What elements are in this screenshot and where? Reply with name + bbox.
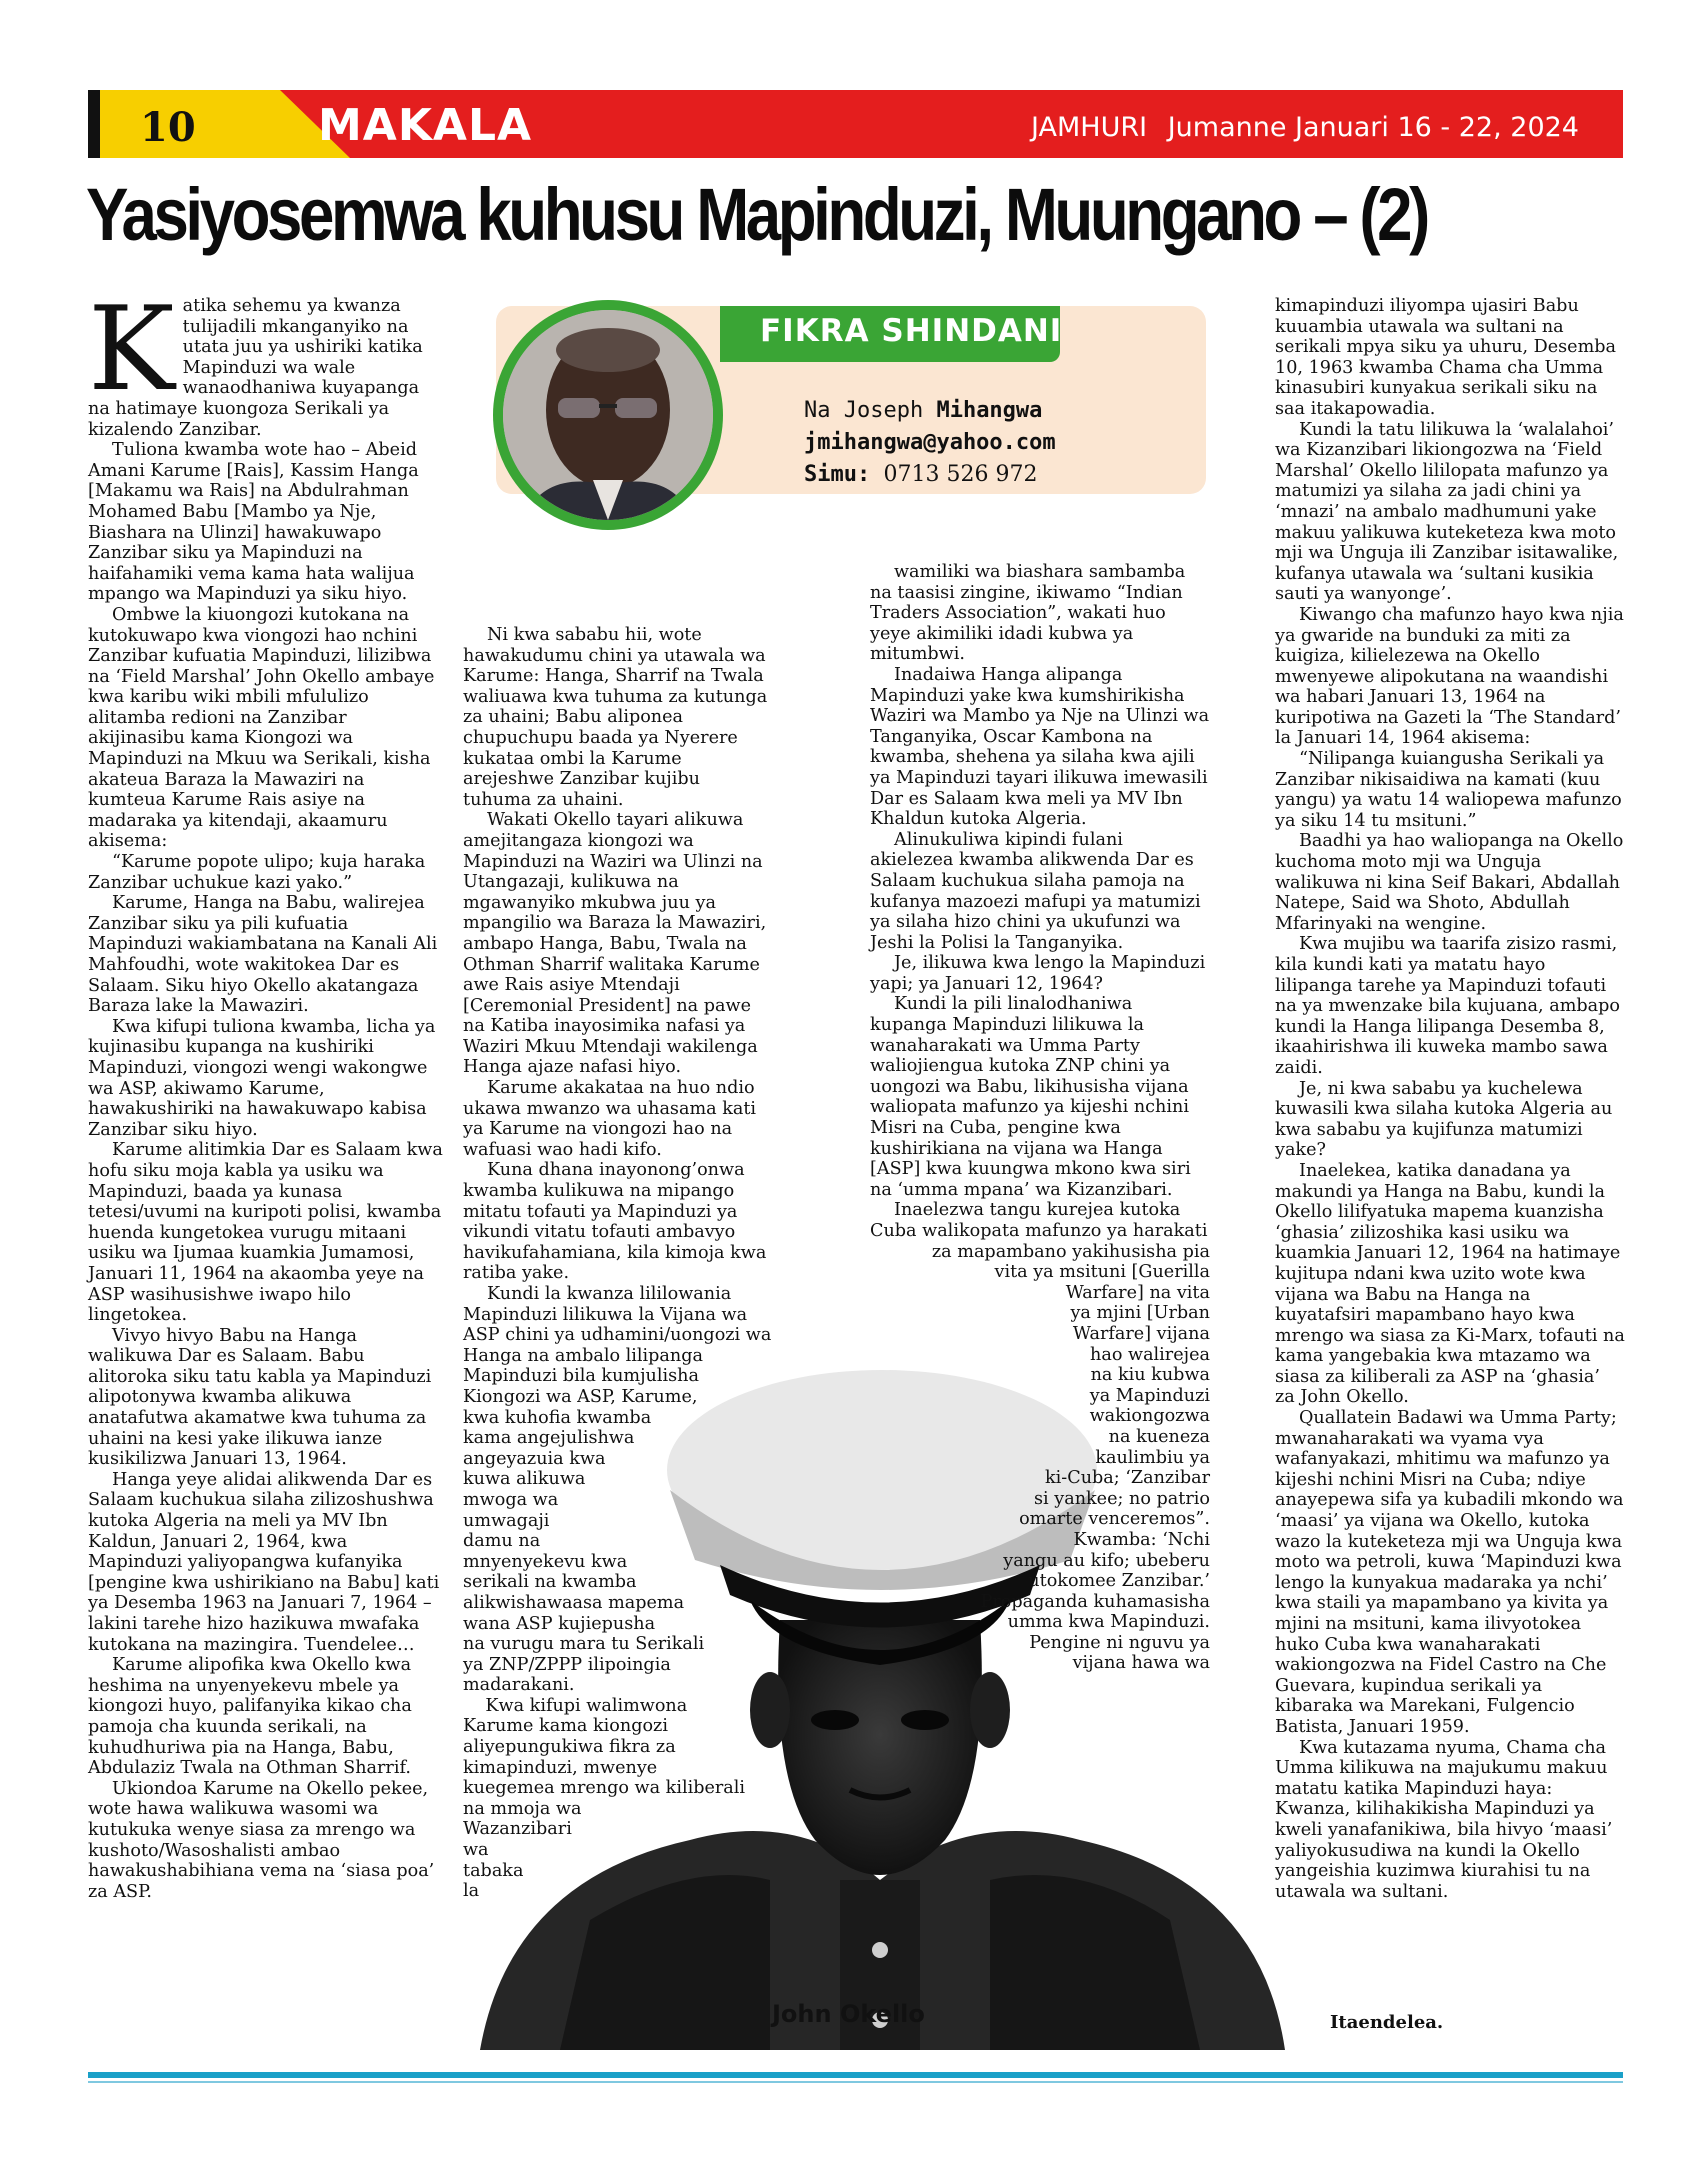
page-number: 10 [140,104,196,151]
column-name: FIKRA SHINDANI [760,313,1063,349]
to-be-continued: Itaendelea. [1330,2012,1444,2033]
paragraph: Karume alipofika kwa Okello kwa heshima na unyenyekevu mbele ya kiongozi huyo, palifanyika kikao cha pamoja cha kuunda serikali, na kuhudhuriwa pia na Hanga, Babu, Abdulaziz Twala na Othman Sharrif. [88,1655,412,1779]
paragraph: Baadhi ya hao waliopanga na Okello kuchoma moto mji wa Unguja walikuwa ni kina Seif Bakari, Abdallah Natepe, Said wa Shoto, Abdullah Mfarinyaki na wengine. [1275,831,1624,934]
text-line: ya mjini [Urban [1070,1303,1210,1324]
text-line: umma kwa Mapinduzi. [1007,1612,1210,1633]
text-line: ya ZNP/ZPPP ilipoingia [463,1654,671,1675]
article-column-2 [463,625,773,1902]
text-line: utokomee Zanzibar.’ [1028,1571,1210,1592]
paragraph: Inaelezwa tangu kurejea kutoka Cuba walikopata mafunzo ya harakati [870,1200,1208,1241]
text-line: vita ya msituni [Guerilla [994,1262,1210,1283]
paragraph: Quallatein Badawi wa Umma Party; mwanaharakati wa vyama vya wafanyakazi, mhitimu wa mafunzo ya kijeshi nchini Misri na Cuba; ndiye anayepewa sifa ya kubadili mkondo wa ‘maasi’ ya vijana wa Okello, kutoka wazo la kuteketeza mji wa Unguja kwa moto wa petroli, kuwa ‘Mapinduzi kwa lengo la kunyakua madaraka ya nchi’ kwa staili ya mapambano ya kivita ya mjini na msituni, kama ilivyotokea huko Cuba kwa wanaharakati wakiongozwa na Fidel Castro na Che Guevara, kupindua serikali ya kibaraka wa Marekani, Fulgencio Batista, Januari 1959. [1275,1408,1624,1737]
text-line: Warfare] na vita [1065,1282,1210,1303]
article-title: Yasiyosemwa kuhusu Mapinduzi, Muungano – (2) [86,173,1427,256]
text-line: ya Mapinduzi [1089,1385,1210,1406]
paragraph: Kwa kutazama nyuma, Chama cha Umma kilikuwa na majukumu makuu matatu katika Mapinduzi haya: Kwanza, kilihakikisha Mapinduzi ya kweli yanafanikiwa, bila hivyo ‘maasi’ yaliyokusudiwa na kundi la Okello yangeishia kuzimwa kiurahisi tu na utawala wa sultani. [1275,1737,1613,1902]
text-line: umwagaji [463,1510,550,1531]
paragraph: Vivyo hivyo Babu na Hanga walikuwa Dar es Salaam. Babu alitoroka siku tatu kabla ya Mapinduzi alipotonywa kwamba alikuwa anatafutwa akamatwe kwa tuhuma za uhaini na kesi yake ilikuwa ianze kusikilizwa Januari 13, 1964. [88,1325,432,1470]
text-line: vijana hawa wa [1072,1653,1210,1674]
text-line: Karume kama kiongozi [463,1716,668,1737]
paragraph: Alinukuliwa kipindi fulani akielezea kwamba alikwenda Dar es Salaam kuchukua silaha pamoja na kufanya mazoezi mafupi ya matumizi ya silaha hizo chini ya ukufunzi wa Jeshi la Polisi la Tanganyika. [870,829,1201,953]
header-black-edge [88,90,100,158]
text-line: kwa kuhofia kwamba [463,1407,652,1428]
paragraph: Kwa mujibu wa taarifa zisizo rasmi, kila kundi kati ya matatu hayo lilipanga tarehe ya Mapinduzi tofauti na ya mwenzake bila kujuana, ambapo kundi la Hanga lilipanga Desemba 8, ikaahirishwa ili kuweka mambo sawa zaidi. [1275,934,1620,1078]
paragraph: “Nilipanga kuiangusha Serikali ya Zanzibar nikisaidiwa na kamati (kuu yangu) ya watu 14 waliopewa mafunzo ya siku 14 tu msituni.” [1275,749,1622,831]
text-line: wakiongozwa [1089,1406,1210,1427]
text-line: Pengine ni nguvu ya [1029,1632,1210,1653]
paragraph: Inadaiwa Hanga alipanga Mapinduzi yake kwa kumshirikisha Waziri wa Mambo ya Nje na Ulinzi wa Tanganyika, Oscar Kambona na kwamba, shehena ya silaha kwa ajili ya Mapinduzi tayari ilikuwa imewasili Dar es Salaam kwa meli ya MV Ibn Khaldun kutoka Algeria. [870,664,1210,830]
text-line: aliyepungukiwa fikra za [463,1737,676,1758]
text-line: si yankee; no patrio [1034,1488,1210,1509]
paragraph: Ombwe la kiuongozi kutokana na kutokuwapo kwa viongozi hao nchini Zanzibar kufuatia Mapinduzi, lilizibwa na ‘Field Marshal’ John Okello ambaye kwa karibu wiki mbili mfululizo alitamba redioni na Zanzibar akijinasibu kama Kiongozi wa Mapinduzi na Mkuu wa Serikali, kisha akateua Baraza la Mawaziri na kumteua Karume Rais asiye na madaraka ya kitendaji, akaamuru akisema: [88,604,435,852]
text-line: Kwamba: ‘Nchi [1073,1529,1210,1550]
text-line: na vurugu mara tu Serikali [463,1634,705,1655]
paragraph: Kwa kifupi tuliona kwamba, licha ya kujinasibu kupanga na kushiriki Mapinduzi, viongozi wengi wakongwe wa ASP, akiwamo Karume, hawakushiriki na hawakuwapo kabisa Zanzibar siku hiyo. [88,1016,436,1140]
text-line: madarakani. [463,1675,575,1696]
text-line: ki-Cuba; ‘Zanzibar [1045,1468,1210,1489]
paragraph: Kundi la pili linalodhaniwa kupanga Mapinduzi lilikuwa la wanaharakati wa Umma Party waliojiengua kutoka ZNP chini ya uongozi wa Babu, likihusisha vijana waliopata mafunzo ya kijeshi nchini Misri na Cuba, pengine kwa kushirikiana na vijana wa Hanga [ASP] kwa kuungwa mkono kwa siri na ‘umma mpana’ wa Kizanzibari. [870,994,1191,1200]
paragraph: Je, ni kwa sababu ya kuchelewa kuwasili kwa silaha kutoka Algeria au kwa sababu ya kujifunza matumizi yake? [1275,1078,1613,1161]
drop-cap: K [88,282,175,417]
footer-rule [88,2072,1623,2078]
text-line: hao walirejea [1090,1344,1210,1365]
text-line: omarte venceremos”. [1019,1509,1210,1530]
text-line: na kueneza [1108,1426,1210,1447]
text-line: Propaganda kuhamasisha [980,1591,1210,1612]
paragraph: Hanga yeye alidai alikwenda Dar es Salaam kuchukua silaha zilizoshushwa kutoka Algeria na meli ya MV Ibn Kaldun, Januari 2, 1964, kwa Mapinduzi yaliyopangwa kufanyika [pengine kwa ushirikiano na Babu] kati ya Desemba 1963 na Januari 7, 1964 – lakini tarehe hizo hazikuwa mwafaka kutokana na mazingira. Tuendelee… [88,1469,440,1655]
text-line: na mmoja wa [463,1798,582,1819]
paragraph: “Karume popote ulipo; kuja haraka Zanzibar uchukue kazi yako.” [88,852,426,893]
text-line: na kiu kubwa [1090,1365,1210,1386]
article-column-3 [870,562,1210,1674]
author-photo [503,310,713,520]
text-line: Warfare] vijana [1072,1323,1210,1344]
paragraph: Karume akakataa na huo ndio ukawa mwanzo wa uhasama kati ya Karume na viongozi hao na wafuasi wao hadi kifo. [463,1078,757,1160]
paragraph: Kundi la tatu lilikuwa la ‘walalahoi’ wa Kizanzibari likiongozwa na ‘Field Marshal’ Okello lililopata mafunzo ya matumizi ya silaha za jadi chini ya ‘mnazi’ na ambalo madhumuni yake makuu yalikuwa kuteketeza kwa moto mji wa Unguja ili Zanzibar isitawalike, kufanya utawala wa ‘sultani kusikia sauti ya wanyonge’. [1275,419,1619,605]
text-line: angeyazuia kwa [463,1448,606,1469]
paragraph: Ni kwa sababu hii, wote hawakudumu chini ya utawala wa Karume: Hanga, Sharrif na Twala waliuawa kwa tuhuma za kutunga za uhaini; Babu aliponea chupuchupu baada ya Nyerere kukataa ombi la Karume arejeshwe Zanzibar kujibu tuhuma za uhaini. [463,625,768,810]
paragraph: Karume alitimkia Dar es Salaam kwa hofu siku moja kabla ya usiku wa Mapinduzi, baada ya kunasa tetesi/uvumi na kuripoti polisi, kwamba huenda kungetokea vurugu mitaani usiku wa Ijumaa kuamkia Jumamosi, Januari 11, 1964 na akaomba yeye na ASP wasihusishwe iwapo hilo lingetokea. [88,1140,443,1326]
text-line: kimapinduzi, mwenye [463,1757,658,1778]
paragraph: Kiwango cha mafunzo hayo kwa njia ya gwaride na bunduki za miti za kuigiza, kilielezewa na Okello mwenyewe alipokutana na waandishi wa habari Januari 13, 1964 na kuripotiwa na Gazeti la ‘The Standard’ la Januari 14, 1964 akisema: [1275,604,1624,749]
paragraph: Kundi la kwanza lililowania Mapinduzi lilikuwa la Vijana wa ASP chini ya udhamini/uongozi wa Hanga na ambalo lilipanga Mapinduzi bila kumjulisha Kiongozi wa ASP, Karume, [463,1284,772,1407]
article-column-1 [88,282,443,1902]
text-line: tabaka [463,1860,524,1881]
article-column-4 [1275,296,1625,1902]
text-line: za mapambano yakihusisha pia [931,1241,1210,1262]
byline: Na Joseph Mihangwa [804,398,1043,423]
text-line: wa [463,1840,489,1861]
text-line: kaulimbiu ya [1095,1447,1210,1468]
author-phone: Simu: 0713 526 972 [804,462,1038,487]
paragraph: atika sehemu ya kwanza tulijadili mkanganyiko na utata juu ya ushiriki katika Mapinduzi wa wale wanaodhaniwa kuyapanga na hatimaye kuongoza Serikali ya kizalendo Zanzibar. [88,296,423,440]
paragraph: Inaelekea, katika danadana ya makundi ya Hanga na Babu, kundi la Okello lilifyatuka mapema kuanzisha ‘ghasia’ zilizoshika kasi usiku wa kuamkia Januari 12, 1964 na hatimaye kujitupa ndani kwa uzito wote kwa vijana wa Babu na Hanga na kuyatafsiri mapambano hayo kwa mrengo wa siasa za Ki-Marx, tofauti na kama yangebakia kwa mtazamo wa siasa za kiliberali za ASP na ‘ghasia’ za John Okello. [1275,1160,1625,1408]
section-label: MAKALA [318,100,533,151]
text-line: Kwa kifupi walimwona [463,1695,688,1716]
text-line: serikali na kwamba [463,1572,637,1593]
author-name: Mihangwa [936,398,1043,423]
masthead-info [1019,112,1579,143]
text-line: wana ASP kujiepusha [463,1613,656,1634]
text-line: yangu au kifo; ubeberu [1003,1550,1210,1571]
text-line: mnyenyekevu kwa [463,1551,628,1572]
paragraph: kimapinduzi iliyompa ujasiri Babu kuuambia utawala wa sultani na serikali mpya siku ya uhuru, Desemba 10, 1963 kwamba Chama cha Umma kinasubiri kunyakua serikali siku na saa itakapowadia. [1275,296,1617,419]
text-line: damu na [463,1531,541,1552]
text-line: alikwishawaasa mapema [463,1592,685,1613]
text-line: kuegemea mrengo wa kiliberali [463,1778,746,1799]
text-line: kama angejulishwa [463,1428,635,1449]
photo-caption: John Okello [772,2000,925,2028]
paragraph: Karume, Hanga na Babu, walirejea Zanzibar siku ya pili kufuatia Mapinduzi wakiambatana na Kanali Ali Mahfoudhi, wote wakitokea Dar es Salaam. Siku hiyo Okello akatangaza Baraza lake la Mawaziri. [88,893,438,1017]
paragraph: Je, ilikuwa kwa lengo la Mapinduzi yapi; ya Januari 12, 1964? [870,953,1206,994]
paragraph: Ukiondoa Karume na Okello pekee, wote hawa walikuwa wasomi wa kutukuka wenye siasa za mrengo wa kushoto/Wasoshalisti ambao hawakushabihiana vema na ‘siasa poa’ za ASP. [88,1778,435,1902]
text-line: kuwa alikuwa [463,1469,586,1490]
paragraph: wamiliki wa biashara sambamba na taasisi zingine, ikiwamo “Indian Traders Association”, wakati huo yeye akimiliki idadi kubwa ya mitumbwi. [870,562,1186,665]
paragraph: Wakati Okello tayari alikuwa amejitangaza kiongozi wa Mapinduzi na Waziri wa Ulinzi na Utangazaji, kulikuwa na mgawanyiko mkubwa juu ya mpangilio wa Baraza la Mawaziri, ambapo Hanga, Babu, Twala na Othman Sharrif walitaka Karume awe Rais asiye Mtendaji [Ceremonial President] na pawe na Katiba inayosimika nafasi ya Waziri Mkuu Mtendaji wakilenga Hanga ajaze nafasi hiyo. [463,810,767,1078]
paragraph: Kuna dhana inayonong’onwa kwamba kulikuwa na mipango mitatu tofauti ya Mapinduzi ya vikundi vitatu tofauti ambavyo havikufahamiana, kila kimoja kwa ratiba yake. [463,1160,767,1284]
text-line: mwoga wa [463,1489,559,1510]
publication-name: JAMHURI [1031,112,1148,143]
author-email: jmihangwa@yahoo.com [804,430,1056,455]
paragraph: Tuliona kwamba wote hao – Abeid Amani Karume [Rais], Kassim Hanga [Makamu wa Rais] na Abdulrahman Mohamed Babu [Mambo ya Nje, Biashara na Ulinzi] hawakuwapo Zanzibar siku ya Mapinduzi na haifahamiki vema kama hata walijua mpango wa Mapinduzi ya siku hiyo. [88,440,419,605]
issue-date: Jumanne Januari 16 - 22, 2024 [1167,112,1579,143]
text-line: la [463,1881,480,1902]
footer-rule-thin [88,2081,1623,2083]
text-line: Wazanzibari [463,1819,572,1840]
